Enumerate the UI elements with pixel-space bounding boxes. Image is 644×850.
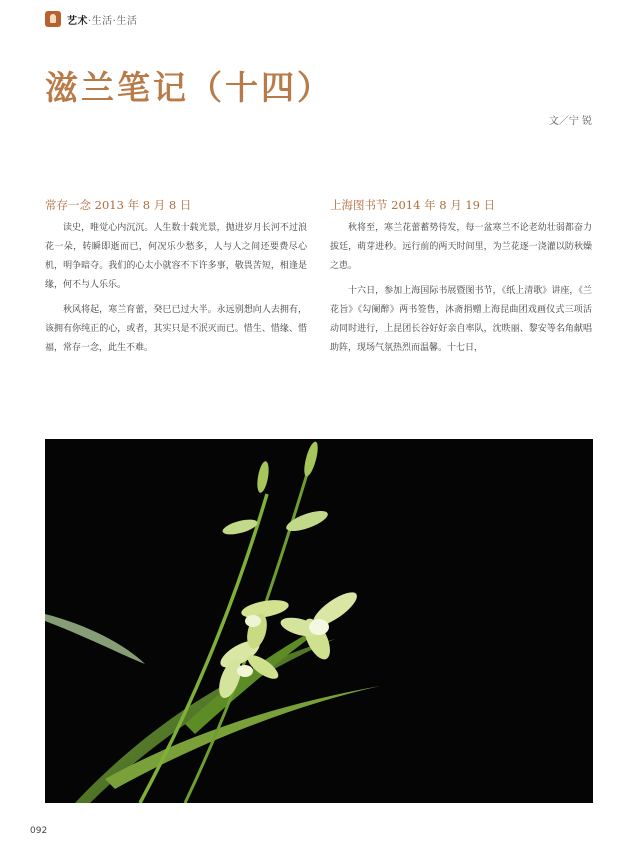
orchid-illustration <box>45 439 593 803</box>
section-label <box>67 12 137 27</box>
article-byline: 文／宁 锐 <box>548 116 592 127</box>
left-paragraph-1: 读史，唯觉心内沉沉。人生数十载光景，抛进岁月长河不过浪花一朵，转瞬即逝而已，何况乐少愁多，人与人之间还要费尽心机，明争暗夺。我们的心太小就容不下许多事，敬畏苦短，相逢是缘，何不与人乐乐。 <box>45 223 307 290</box>
right-paragraph-1: 秋将至，寒兰花蕾蓄势待发，每一盆寒兰不论老幼壮弱都奋力拔廷，萌芽进秒。远行前的两天时间里，为兰花逐一浇灌以防秋燥之患。 <box>330 223 592 271</box>
article-title: 滋兰笔记（十四） <box>45 68 333 107</box>
section-primary: 艺术 <box>67 15 88 27</box>
right-paragraph-2: 十六日，参加上海国际书展暨图书节，《纸上清歌》讲座，《兰花旨》《勾阑醉》两书签售，沐斋捐赠上海昆曲团戏画仪式三项活动同时进行，上昆团长谷好好亲自率队，沈昳丽、黎安等名角献唱助阵，现场气氛热烈而温馨。十七日， <box>330 286 592 353</box>
left-column-heading: 常存一念 2013 年 8 月 8 日 <box>45 198 192 212</box>
section-secondary: ·生活·生活 <box>88 15 138 27</box>
right-column-heading: 上海图书节 2014 年 8 月 19 日 <box>330 198 496 212</box>
section-header <box>45 11 137 27</box>
right-column <box>330 197 592 364</box>
left-paragraph-2: 秋风将起，寒兰育蕾，癸巳已过大半。永远别想向人去拥有，该拥有你纯正的心，或者，其实只是不泯灭而已。惜生、惜缘、惜福，常存一念，此生不难。 <box>45 305 307 353</box>
left-column <box>45 197 307 364</box>
orchid-photo <box>45 439 593 803</box>
page-number: 092 <box>30 826 48 836</box>
magazine-logo-icon <box>45 11 61 27</box>
